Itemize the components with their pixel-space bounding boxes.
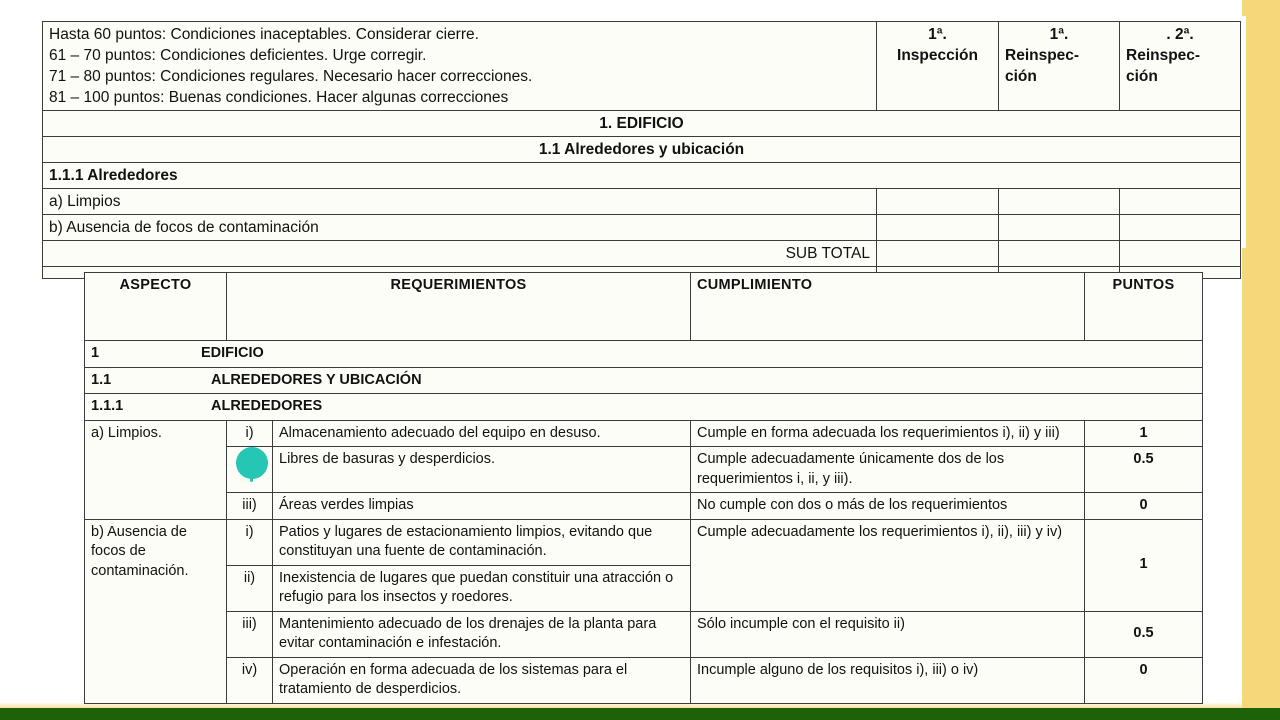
level2-cell xyxy=(85,367,1203,394)
criteria-section-1-1-1-row xyxy=(43,163,1241,189)
requirement-b-iii: Mantenimiento adecuado de los drenajes de la planta para evitar contaminación e infestación. xyxy=(273,611,691,657)
aspect-cell-a: a) Limpios. xyxy=(85,420,227,519)
table-row xyxy=(85,420,1203,447)
roman-b-ii: ii) xyxy=(227,565,273,611)
column-header-reinspeccion-1-label: Reinspec- xyxy=(1005,47,1080,64)
level1-label: EDIFICIO xyxy=(201,345,264,361)
compliance-b-iii: Sólo incumple con el requisito ii) xyxy=(691,611,1085,657)
requirement-a-iii: Áreas verdes limpias xyxy=(273,493,691,520)
points-b-i[interactable]: 1 xyxy=(1085,519,1203,611)
requirement-b-iv: Operación en forma adecuada de los sistemas para el tratamiento de desperdicios. xyxy=(273,657,691,703)
criteria-section-1-row xyxy=(43,111,1241,137)
criteria-section-1-1-label: 1.1 Alrededores y ubicación xyxy=(43,137,1241,163)
level1-cell xyxy=(85,341,1203,368)
points-b-iii[interactable]: 0.5 xyxy=(1085,611,1203,657)
column-header-inspeccion-label: Inspección xyxy=(897,47,978,64)
level2-label: ALREDEDORES Y UBICACIÓN xyxy=(211,371,422,388)
column-header-reinspeccion-2-ordinal: . 2ª. xyxy=(1166,26,1194,43)
criteria-item-a-reinspeccion2-cell[interactable] xyxy=(1120,189,1241,215)
criteria-item-b-reinspeccion1-cell[interactable] xyxy=(999,215,1120,241)
column-header-reinspeccion-2-label2: ción xyxy=(1126,68,1158,85)
criteria-item-a-inspeccion-cell[interactable] xyxy=(877,189,999,215)
compliance-a-i: Cumple en forma adecuada los requerimientos i), ii) y iii) xyxy=(691,420,1085,447)
points-a-i[interactable]: 1 xyxy=(1085,420,1203,447)
column-header-reinspeccion-1-ordinal: 1ª. xyxy=(1049,26,1069,43)
criteria-section-1-1-row xyxy=(43,137,1241,163)
table-row xyxy=(85,657,1203,703)
column-header-inspeccion-ordinal: 1ª. xyxy=(928,26,947,43)
criteria-subtotal-reinspeccion2-cell[interactable] xyxy=(1120,241,1241,267)
requirement-a-i: Almacenamiento adecuado del equipo en desuso. xyxy=(273,420,691,447)
requirements-level3-row xyxy=(85,394,1203,421)
criteria-section-1-1-1-label: 1.1.1 Alrededores xyxy=(43,163,1241,189)
column-header-reinspeccion-2 xyxy=(1120,22,1241,111)
criteria-item-b-inspeccion-cell[interactable] xyxy=(877,215,999,241)
roman-b-i: i) xyxy=(227,519,273,565)
roman-a-iii: iii) xyxy=(227,493,273,520)
column-header-inspeccion xyxy=(877,22,999,111)
criteria-item-a-label: a) Limpios xyxy=(43,189,877,215)
criteria-subtotal-label: SUB TOTAL xyxy=(43,241,877,267)
criteria-line-1: Hasta 60 puntos: Condiciones inaceptables. Considerar cierre. xyxy=(49,26,479,43)
criteria-line-2: 61 – 70 puntos: Condiciones deficientes. Urge corregir. xyxy=(49,47,427,64)
requirement-b-ii: Inexistencia de lugares que puedan constituir una atracción o refugio para los insectos y roedores. xyxy=(273,565,691,611)
criteria-item-row-a xyxy=(43,189,1241,215)
cursor-highlight-tail-icon xyxy=(250,474,253,482)
criteria-item-b-reinspeccion2-cell[interactable] xyxy=(1120,215,1241,241)
points-a-ii[interactable]: 0.5 xyxy=(1085,447,1203,493)
compliance-a-ii: Cumple adecuadamente únicamente dos de los requerimientos i, ii, y iii). xyxy=(691,447,1085,493)
points-b-iv[interactable]: 0 xyxy=(1085,657,1203,703)
compliance-b-i: Cumple adecuadamente los requerimientos i), ii), iii) y iv) xyxy=(691,519,1085,611)
requirements-table xyxy=(84,272,1203,704)
table-row xyxy=(85,493,1203,520)
aspect-cell-b: b) Ausencia de focos de contaminación. xyxy=(85,519,227,703)
table-row xyxy=(85,611,1203,657)
criteria-subtotal-reinspeccion1-cell[interactable] xyxy=(999,241,1120,267)
criteria-item-a-reinspeccion1-cell[interactable] xyxy=(999,189,1120,215)
header-cumplimiento: CUMPLIMIENTO xyxy=(691,273,1085,341)
criteria-text-cell xyxy=(43,22,877,111)
table-row xyxy=(85,519,1203,565)
compliance-a-iii: No cumple con dos o más de los requerimientos xyxy=(691,493,1085,520)
compliance-b-iv: Incumple alguno de los requisitos i), iii) o iv) xyxy=(691,657,1085,703)
criteria-header-row xyxy=(43,22,1241,111)
requirement-b-i: Patios y lugares de estacionamiento limpios, evitando que constituyan una fuente de contaminación. xyxy=(273,519,691,565)
requirement-a-ii: Libres de basuras y desperdicios. xyxy=(273,447,691,493)
header-requerimientos: REQUERIMIENTOS xyxy=(227,273,691,341)
criteria-subtotal-row xyxy=(43,241,1241,267)
roman-a-i: i) xyxy=(227,420,273,447)
roman-b-iv: iv) xyxy=(227,657,273,703)
level2-number: 1.1 xyxy=(91,371,112,388)
criteria-line-4: 81 – 100 puntos: Buenas condiciones. Hacer algunas correcciones xyxy=(49,89,509,106)
column-header-reinspeccion-1 xyxy=(999,22,1120,111)
requirements-level2-row xyxy=(85,367,1203,394)
criteria-section-1-label: 1. EDIFICIO xyxy=(43,111,1241,137)
requirements-header-row xyxy=(85,273,1203,341)
points-a-iii[interactable]: 0 xyxy=(1085,493,1203,520)
level3-number: 1.1.1 xyxy=(91,398,124,414)
criteria-table xyxy=(42,21,1241,279)
criteria-item-row-b xyxy=(43,215,1241,241)
requirements-level1-row xyxy=(85,341,1203,368)
footer-green-bar xyxy=(0,708,1280,720)
criteria-subtotal-inspeccion-cell[interactable] xyxy=(877,241,999,267)
level3-label: ALREDEDORES xyxy=(211,398,323,414)
level3-cell xyxy=(85,394,1203,421)
level1-number: 1 xyxy=(91,345,100,361)
column-header-reinspeccion-2-label: Reinspec- xyxy=(1126,47,1201,64)
criteria-item-b-label: b) Ausencia de focos de contaminación xyxy=(43,215,877,241)
criteria-line-3: 71 – 80 puntos: Condiciones regulares. Necesario hacer correcciones. xyxy=(49,68,533,85)
header-aspecto: ASPECTO xyxy=(85,273,227,341)
header-puntos: PUNTOS xyxy=(1085,273,1203,341)
decorative-yellow-sidebar xyxy=(1242,0,1280,708)
roman-b-iii: iii) xyxy=(227,611,273,657)
column-header-reinspeccion-1-label2: ción xyxy=(1005,68,1037,85)
